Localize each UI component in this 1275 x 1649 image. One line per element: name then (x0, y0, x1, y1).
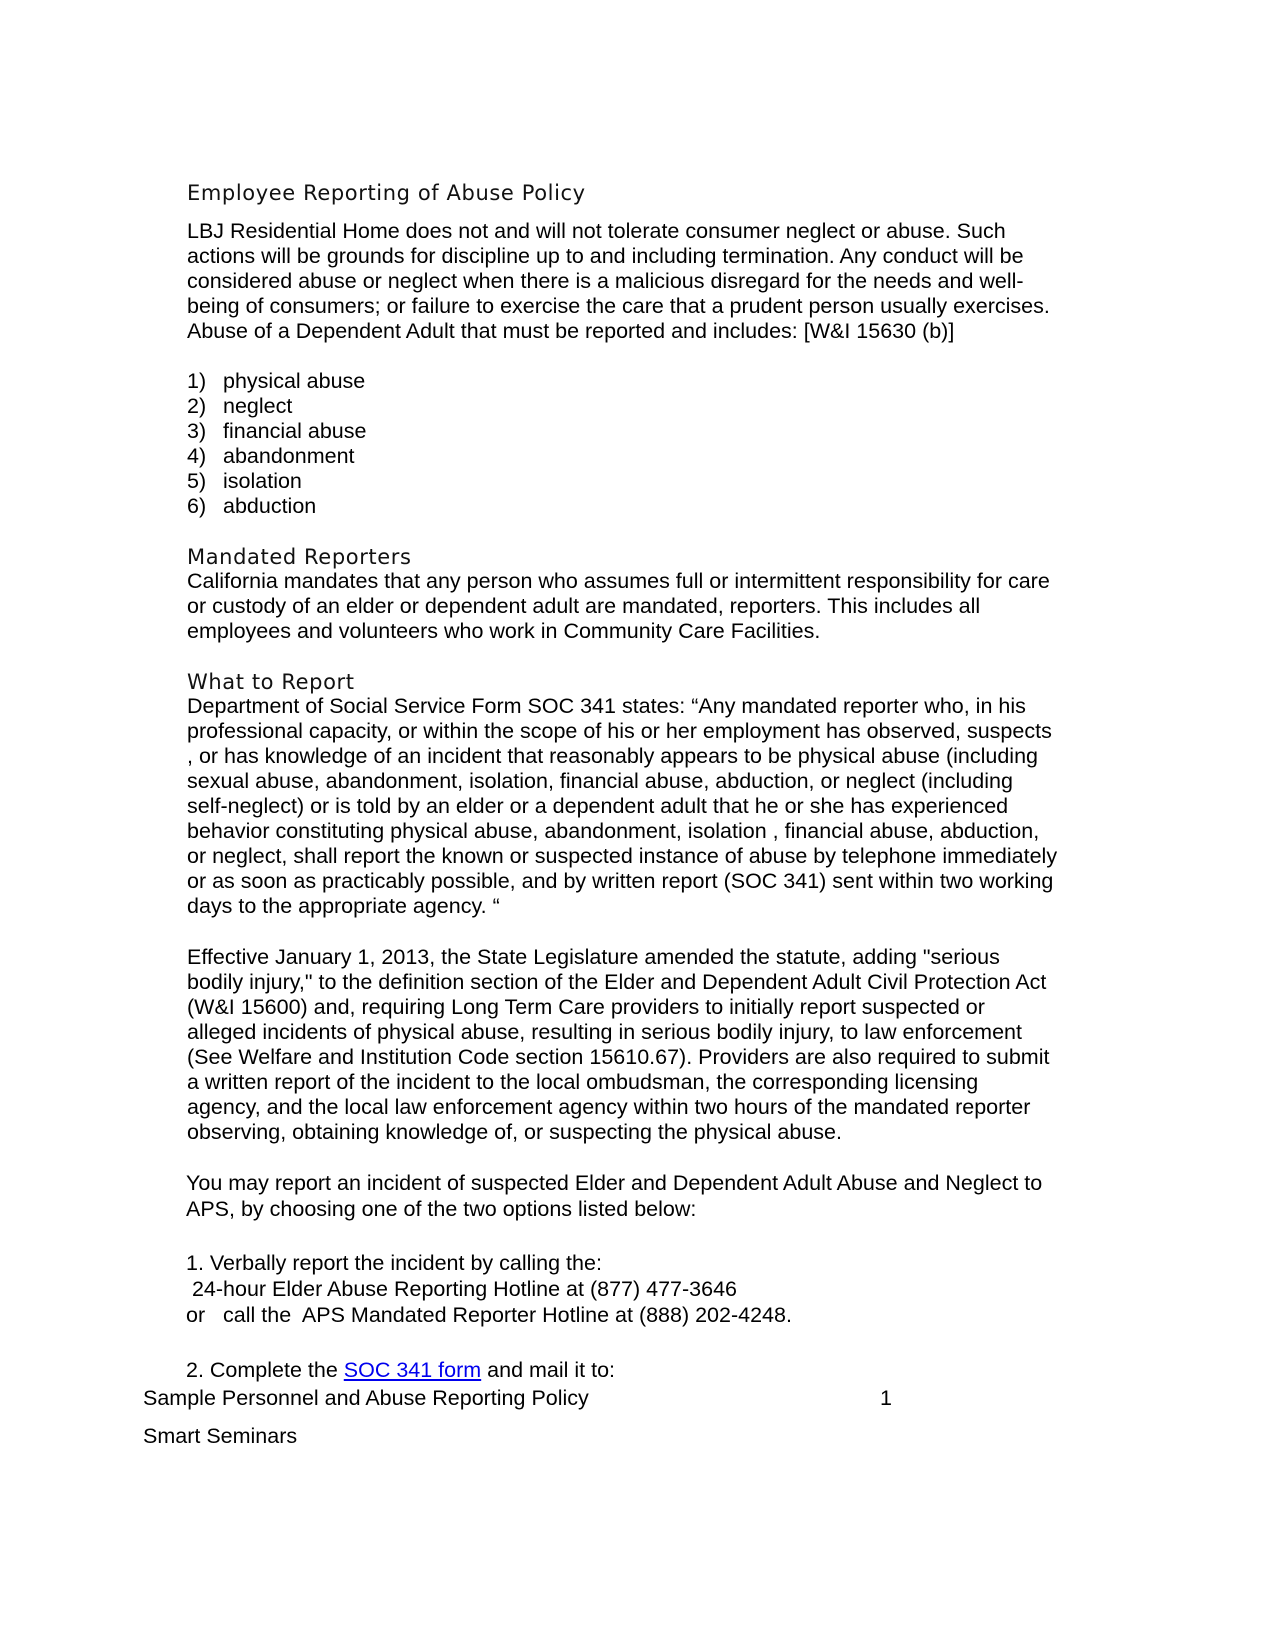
statute-amendment-paragraph (187, 945, 1087, 1145)
text-line: actions will be grounds for discipline up to and including termination. Any conduct will be (187, 244, 1024, 268)
section-heading-policy: Employee Reporting of Abuse Policy (187, 181, 586, 205)
text-line: a written report of the incident to the local ombudsman, the corresponding licensing (187, 1070, 979, 1094)
text-line: Effective January 1, 2013, the State Legislature amended the statute, adding "serious (187, 945, 1000, 969)
footer-organization: Smart Seminars (143, 1424, 298, 1448)
list-text: abandonment (223, 444, 355, 468)
list-item (187, 394, 366, 419)
text-line: 1. Verbally report the incident by calling the: (186, 1251, 602, 1275)
text-line: LBJ Residential Home does not and will not tolerate consumer neglect or abuse. Such (187, 219, 1006, 243)
section-heading-mandated-reporters: Mandated Reporters (187, 545, 412, 569)
mandated-reporters-paragraph (187, 569, 1087, 644)
what-to-report-paragraph (187, 694, 1087, 919)
option-written-report (186, 1357, 615, 1383)
option2-suffix: and mail it to: (481, 1358, 616, 1382)
text-line: or neglect, shall report the known or suspected instance of abuse by telephone immediately (187, 844, 1058, 868)
text-line: employees and volunteers who work in Community Care Facilities. (187, 619, 821, 643)
text-line: sexual abuse, abandonment, isolation, financial abuse, abduction, or neglect (including (187, 769, 1013, 793)
list-number: 4) (187, 444, 207, 468)
text-line: professional capacity, or within the scope of his or her employment has observed, suspects (187, 719, 1052, 743)
text-line: behavior constituting physical abuse, abandonment, isolation , financial abuse, abduction, (187, 819, 1040, 843)
reporting-options-intro (186, 1170, 1042, 1222)
list-text: financial abuse (223, 419, 367, 443)
option2-prefix: 2. Complete the (186, 1358, 344, 1382)
list-item (187, 419, 366, 444)
text-line: California mandates that any person who assumes full or intermittent responsibility for care (187, 569, 1050, 593)
list-number: 1) (187, 369, 207, 393)
text-line: , or has knowledge of an incident that reasonably appears to be physical abuse (including (187, 744, 1038, 768)
text-line: or call the APS Mandated Reporter Hotline at (888) 202-4248. (186, 1303, 792, 1327)
text-line: You may report an incident of suspected Elder and Dependent Adult Abuse and Neglect to (186, 1171, 1043, 1195)
list-number: 2) (187, 394, 207, 418)
text-line: agency, and the local law enforcement agency within two hours of the mandated reporter (187, 1095, 1031, 1119)
text-line: Abuse of a Dependent Adult that must be reported and includes: [W&I 15630 (b)] (187, 319, 955, 343)
text-line: bodily injury," to the definition section of the Elder and Dependent Adult Civil Protection Act (187, 970, 1047, 994)
list-text: abduction (223, 494, 317, 518)
text-line: or custody of an elder or dependent adult are mandated, reporters. This includes all (187, 594, 981, 618)
list-item (187, 369, 366, 394)
text-line: (W&I 15600) and, requiring Long Term Care providers to initially report suspected or (187, 995, 985, 1019)
page-number: 1 (880, 1386, 892, 1410)
list-text: isolation (223, 469, 302, 493)
list-text: neglect (223, 394, 293, 418)
text-line: considered abuse or neglect when there is a malicious disregard for the needs and well- (187, 269, 1024, 293)
footer-title: Sample Personnel and Abuse Reporting Policy (143, 1386, 589, 1410)
text-line: Department of Social Service Form SOC 341 states: “Any mandated reporter who, in his (187, 694, 1026, 718)
text-line: observing, obtaining knowledge of, or suspecting the physical abuse. (187, 1120, 842, 1144)
list-text: physical abuse (223, 369, 366, 393)
text-line: or as soon as practicably possible, and by written report (SOC 341) sent within two working (187, 869, 1054, 893)
text-line: alleged incidents of physical abuse, resulting in serious bodily injury, to law enforcement (187, 1020, 1022, 1044)
list-number: 5) (187, 469, 207, 493)
list-item (187, 469, 366, 494)
option-verbal-report (186, 1250, 792, 1328)
list-number: 3) (187, 419, 207, 443)
section-heading-what-to-report: What to Report (187, 670, 355, 694)
text-line: self-neglect) or is told by an elder or a dependent adult that he or she has experienced (187, 794, 1009, 818)
text-line: being of consumers; or failure to exercise the care that a prudent person usually exercises. (187, 294, 1050, 318)
policy-paragraph (187, 219, 1087, 344)
text-line: APS, by choosing one of the two options listed below: (186, 1197, 697, 1221)
text-line: days to the appropriate agency. “ (187, 894, 500, 918)
list-item (187, 444, 366, 469)
text-line: (See Welfare and Institution Code section 15610.67). Providers are also required to submit (187, 1045, 1050, 1069)
list-number: 6) (187, 494, 207, 518)
abuse-types-list (187, 369, 366, 519)
text-line: 24-hour Elder Abuse Reporting Hotline at (877) 477-3646 (186, 1277, 737, 1301)
list-item (187, 494, 366, 519)
soc-341-form-link[interactable]: SOC 341 form (343, 1358, 482, 1382)
